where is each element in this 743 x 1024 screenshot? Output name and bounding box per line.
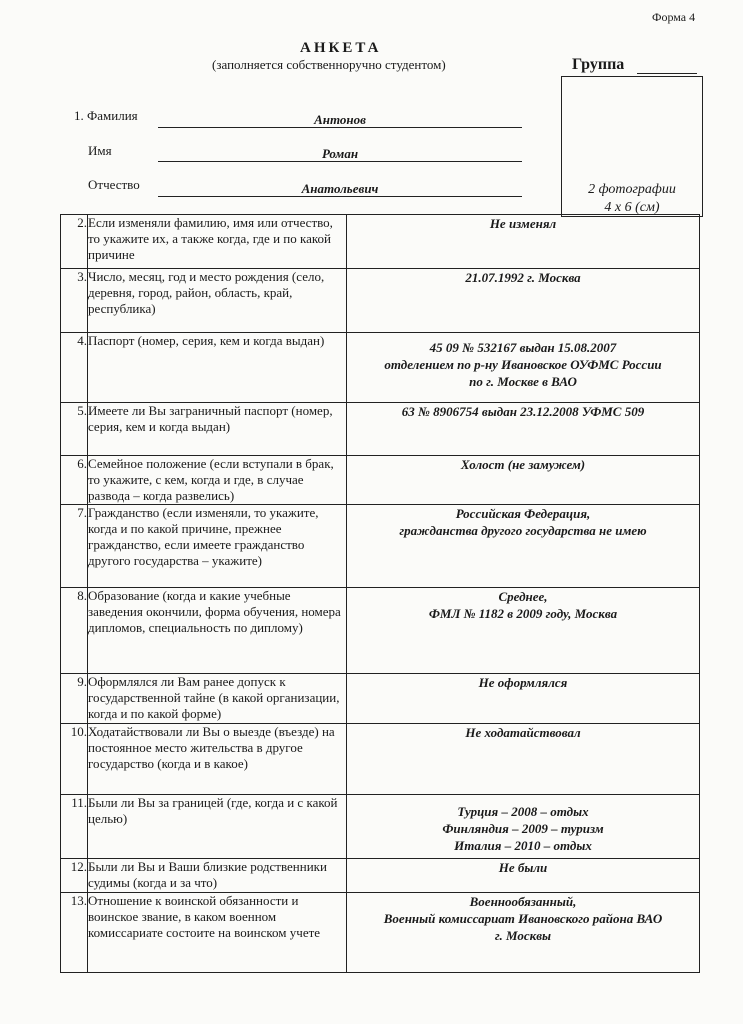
row-number: 8. [61,588,88,674]
patronymic-line [158,196,522,197]
surname-label: 1. Фамилия [74,108,138,123]
answer-line: гражданства другого государства не имею [399,523,647,538]
answer-line: Италия – 2010 – отдых [454,838,592,853]
row-number: 6. [61,456,88,505]
page-title: АНКЕТА [300,40,382,56]
row-number: 10. [61,724,88,795]
patronymic-value: Анатольевич [301,181,379,196]
table-row [61,859,700,893]
question-cell: Паспорт (номер, серия, кем и когда выдан) [88,333,347,403]
row-number: 13. [61,893,88,973]
answer-cell [347,893,700,973]
photo-box [561,76,703,217]
table-row [61,588,700,674]
photo-caption-line-2: 4 х 6 (см) [604,200,660,215]
row-number: 2. [61,215,88,269]
answer-line: Военный комиссариат Ивановского района ВАО [383,911,663,926]
answer-line: Холост (не замужем) [460,457,586,472]
answer-line: по г. Москве в ВАО [469,374,577,389]
answer-line: Не изменял [489,216,557,231]
group-label: Группа [572,56,625,73]
answer-cell [347,333,700,403]
answer-line: Среднее, [498,589,548,604]
answer-cell [347,215,700,269]
table-row [61,403,700,456]
photo-caption [562,181,702,217]
surname-value: Антонов [314,112,366,127]
answer-line: 63 № 8906754 выдан 23.12.2008 УФМС 509 [401,404,645,419]
questionnaire-table [60,214,700,973]
form-number: Форма 4 [652,10,696,24]
question-cell: Ходатайствовали ли Вы о выезде (въезде) на постоянное место жительства в другое государство (когда и в какое) [88,724,347,795]
row-number: 7. [61,505,88,588]
row-number: 4. [61,333,88,403]
question-cell: Гражданство (если изменяли, то укажите, когда и по какой причине, прежнее гражданство, если имеете гражданство другого государства – укажите) [88,505,347,588]
answer-cell [347,795,700,859]
answer-line: 21.07.1992 г. Москва [465,270,581,285]
surname-line [158,127,522,128]
answer-line: Не ходатайствовал [465,725,581,740]
answer-cell [347,674,700,724]
name-label: Имя [88,143,112,158]
table-row [61,333,700,403]
answer-cell [347,505,700,588]
answer-line: г. Москвы [494,928,552,943]
table-row [61,215,700,269]
row-number: 9. [61,674,88,724]
answer-line: Не оформлялся [478,675,568,690]
name-line [158,161,522,162]
question-cell: Имеете ли Вы заграничный паспорт (номер, серия, кем и когда выдан) [88,403,347,456]
answer-line: Военнообязанный, [469,894,577,909]
answer-cell [347,588,700,674]
row-number: 11. [61,795,88,859]
answer-cell [347,403,700,456]
question-cell: Если изменяли фамилию, имя или отчество, то укажите их, а также когда, где и по какой причине [88,215,347,269]
group-field-line [637,73,697,74]
table-row [61,795,700,859]
table-row [61,269,700,333]
item-number: 1. [74,108,84,123]
name-value: Роман [321,146,359,161]
answer-line: Не были [498,860,548,875]
question-cell: Семейное положение (если вступали в брак, то укажите, с кем, когда и где, в случае развода – когда развелись) [88,456,347,505]
table-row [61,674,700,724]
answer-line: ФМЛ № 1182 в 2009 году, Москва [428,606,618,621]
question-cell: Оформлялся ли Вам ранее допуск к государственной тайне (в какой организации, когда и по какой форме) [88,674,347,724]
answer-cell [347,456,700,505]
patronymic-label: Отчество [88,177,140,192]
question-cell: Были ли Вы за границей (где, когда и с какой целью) [88,795,347,859]
answer-line: Финляндия – 2009 – туризм [442,821,604,836]
answer-line: Турция – 2008 – отдых [457,804,589,819]
answer-cell [347,269,700,333]
row-number: 12. [61,859,88,893]
table-row [61,893,700,973]
row-number: 5. [61,403,88,456]
table-row [61,456,700,505]
row-number: 3. [61,269,88,333]
question-cell: Число, месяц, год и место рождения (село, деревня, город, район, область, край, республика) [88,269,347,333]
answer-cell [347,859,700,893]
answer-cell [347,724,700,795]
answer-line: 45 09 № 532167 выдан 15.08.2007 [429,340,617,355]
answer-line: отделением по р-ну Ивановское ОУФМС России [384,357,662,372]
answer-line: Российская Федерация, [455,506,591,521]
question-cell: Были ли Вы и Ваши близкие родственники судимы (когда и за что) [88,859,347,893]
question-cell: Отношение к воинской обязанности и воинское звание, в каком военном комиссариате состоите на воинском учете [88,893,347,973]
table-row [61,505,700,588]
page-subtitle: (заполняется собственноручно студентом) [212,57,446,72]
photo-caption-line-1: 2 фотографии [588,182,676,197]
question-cell: Образование (когда и какие учебные заведения окончили, форма обучения, номера дипломов, специальность по диплому) [88,588,347,674]
table-row [61,724,700,795]
